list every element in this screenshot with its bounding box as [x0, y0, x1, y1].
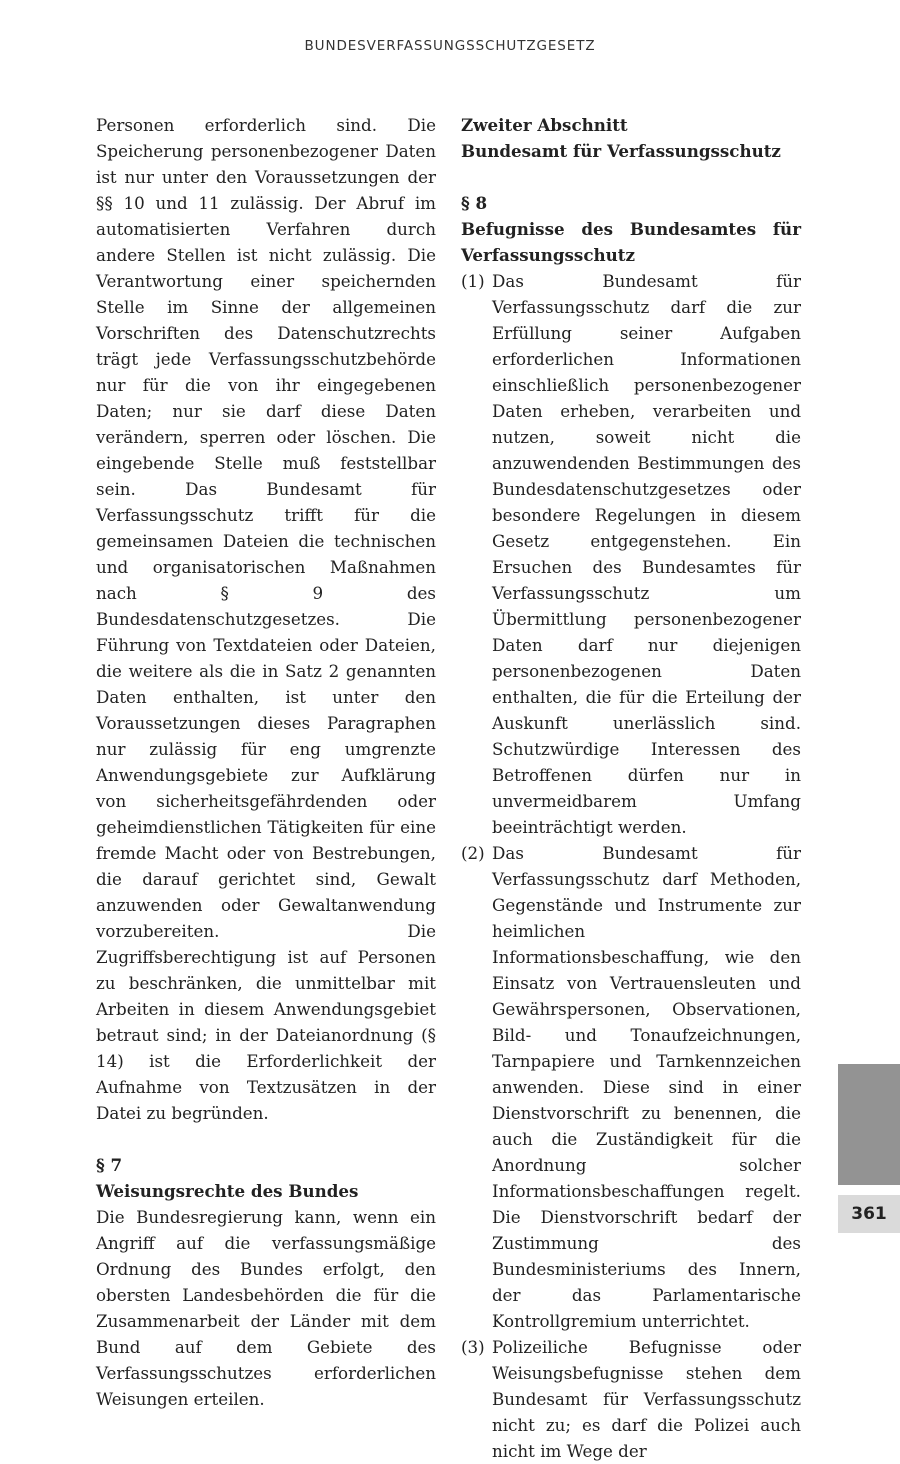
- left-column: [96, 112, 436, 1412]
- paragraph-text: Polizeiliche Befugnisse oder Weisungsbefugnisse stehen dem Bundesamt für Verfassungsschutz nicht zu; es darf die Polizei auch nicht im Wege der: [492, 1337, 801, 1461]
- section-7-text: Die Bundesregierung kann, wenn ein Angriff auf die verfassungsmäßige Ordnung des Bundes erfolgt, den obersten Landesbehörden die für die Zusammenarbeit der Länder mit dem Bund auf dem Gebiete des Verfassungsschutzes erforderlichen Weisungen erteilen.: [96, 1207, 436, 1409]
- paragraph-number: (1): [461, 271, 485, 291]
- continuation-paragraph: Personen erforderlich sind. Die Speicherung personenbezogener Daten ist nur unter den Voraussetzungen der §§ 10 und 11 zulässig. Der Abruf im automatisierten Verfahren durch andere Stellen ist nicht zulässig. Die Verantwortung einer speichernden Stelle im Sinne der allgemeinen Vorschriften des Datenschutzrechts trägt jede Verfassungsschutzbehörde nur für die von ihr eingegebenen Daten; nur sie darf diese Daten verändern, sperren oder löschen. Die eingebende Stelle muß feststellbar sein. Das Bundesamt für Verfassungsschutz trifft für die gemeinsamen Dateien die technischen und organisatorischen Maßnahmen nach § 9 des Bundesdatenschutzgesetzes. Die Führung von Textdateien oder Dateien, die weitere als die in Satz 2 genannten Daten enthalten, ist unter den Voraussetzungen dieses Paragraphen nur zulässig für eng umgrenzte Anwendungsgebiete zur Aufklärung von sicherheitsgefährdenden oder geheimdienstlichen Tätigkeiten für eine fremde Macht oder von Bestrebungen, die darauf gerichtet sind, Gewalt anzuwenden oder Gewaltanwendung vorzubereiten. Die Zugriffsberechtigung ist auf Personen zu beschränken, die unmittelbar mit Arbeiten in diesem Anwendungsgebiet betraut sind; in der Dateianordnung (§ 14) ist die Erforderlichkeit der Aufnahme von Textzusätzen in der Datei zu begründen.: [96, 115, 436, 1123]
- paragraph-text: Das Bundesamt für Verfassungsschutz darf die zur Erfüllung seiner Aufgaben erforderlichen Informationen einschließlich personenbezogener Daten erheben, verarbeiten und nutzen, soweit nicht die anzuwendenden Bestimmungen des Bundesdatenschutzgesetzes oder besondere Regelungen in diesem Gesetz entgegenstehen. Ein Ersuchen des Bundesamtes für Verfassungsschutz um Übermittlung personenbezogener Daten darf nur diejenigen personenbezogenen Daten enthalten, die für die Erteilung der Auskunft unerlässlich sind. Schutzwürdige Interessen des Betroffenen dürfen nur in unvermeidbarem Umfang beeinträchtigt werden.: [492, 271, 801, 837]
- section-8-number: § 8: [461, 193, 488, 213]
- paragraph-1: [461, 268, 801, 840]
- right-column: [461, 112, 801, 1464]
- paragraph-number: (3): [461, 1337, 485, 1357]
- chapter-side-tab: [838, 1064, 900, 1185]
- running-header: BUNDESVERFASSUNGSSCHUTZGESETZ: [304, 38, 596, 54]
- section-8-title: Befugnisse des Bundesamtes für Verfassungsschutz: [461, 219, 801, 265]
- paragraph-3: [461, 1334, 801, 1464]
- page-number: 361: [838, 1195, 900, 1233]
- paragraph-number: (2): [461, 843, 485, 863]
- chapter-title: Bundesamt für Verfassungsschutz: [461, 141, 781, 161]
- chapter-label: Zweiter Abschnitt: [461, 115, 628, 135]
- paragraph-text: Das Bundesamt für Verfassungsschutz darf Methoden, Gegenstände und Instrumente zur heimlichen Informationsbeschaffung, wie den Einsatz von Vertrauensleuten und Gewährspersonen, Observationen, Bild- und Tonaufzeichnungen, Tarnpapiere und Tarnkennzeichen anwenden. Diese sind in einer Dienstvorschrift zu benennen, die auch die Zuständigkeit für die Anordnung solcher Informationsbeschaffungen regelt. Die Dienstvorschrift bedarf der Zustimmung des Bundesministeriums des Innern, der das Parlamentarische Kontrollgremium unterrichtet.: [492, 843, 801, 1331]
- paragraph-2: [461, 840, 801, 1334]
- section-7-number: § 7: [96, 1155, 123, 1175]
- section-7-title: Weisungsrechte des Bundes: [96, 1181, 359, 1201]
